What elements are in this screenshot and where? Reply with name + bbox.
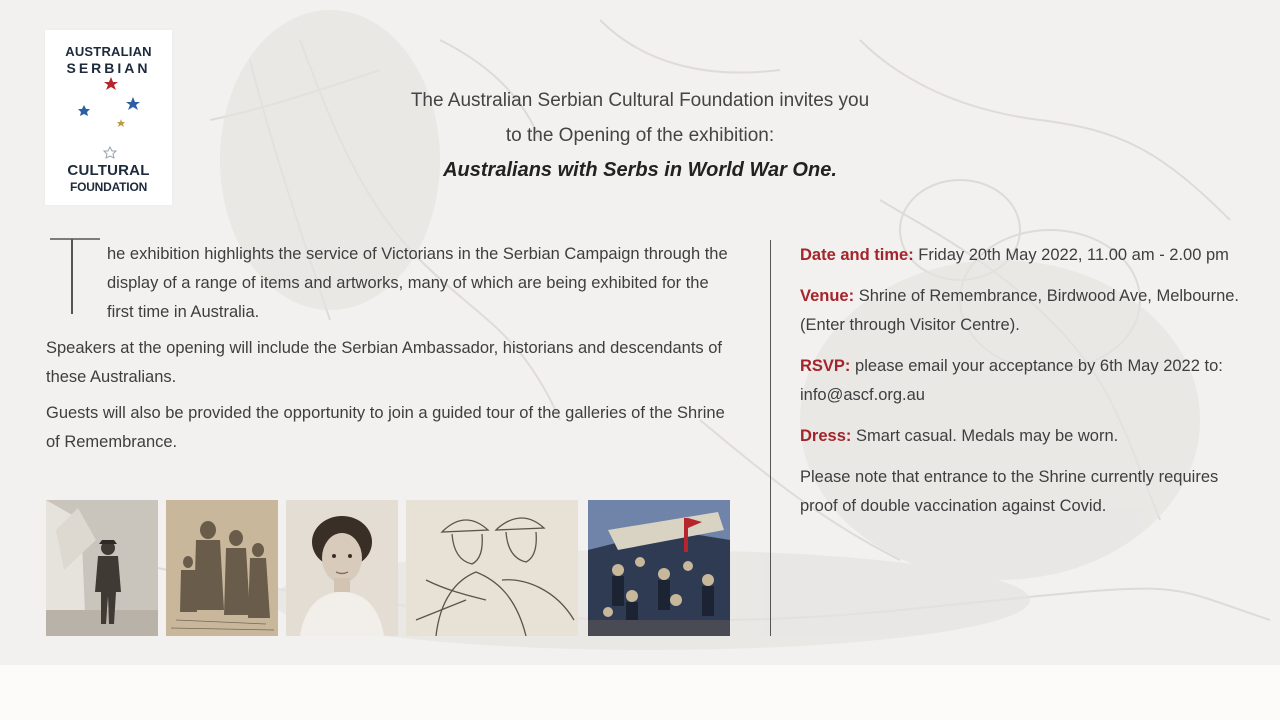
bottom-band	[0, 665, 1280, 720]
invite-line-1: The Australian Serbian Cultural Foundation invites you	[410, 90, 870, 111]
description-paragraph-2: Speakers at the opening will include the Serbian Ambassador, historians and descendants of these Australians.	[46, 339, 723, 386]
exhibition-description	[46, 240, 736, 464]
description-paragraph-3: Guests will also be provided the opportunity to join a guided tour of the galleries of the Shrine of Remembrance.	[46, 404, 725, 451]
rsvp-row	[800, 352, 1240, 410]
rsvp-value[interactable]: please email your acceptance by 6th May 2022 to: info@ascf.org.au	[800, 357, 1223, 404]
date-time-label: Date and time:	[800, 246, 914, 264]
column-divider	[770, 240, 771, 636]
invitation-header	[340, 83, 940, 187]
venue-value: Shrine of Remembrance, Birdwood Ave, Melbourne. (Enter through Visitor Centre).	[800, 287, 1240, 334]
logo-text-foundation: FOUNDATION	[69, 180, 148, 194]
soldier-portrait-photo	[46, 500, 158, 636]
logo-text-australian: AUSTRALIAN	[65, 44, 152, 59]
dress-value: Smart casual. Medals may be worn.	[855, 427, 1119, 445]
description-paragraph-1: he exhibition highlights the service of Victorians in the Serbian Campaign through the display of a range of items and artworks, many of which are being exhibited for the first time in Australia.	[107, 245, 728, 321]
logo-text-cultural: CULTURAL	[67, 162, 150, 179]
venue-label: Venue:	[800, 287, 855, 305]
rsvp-label: RSVP:	[800, 357, 851, 375]
dress-row	[800, 422, 1240, 451]
exhibition-title: Australians with Serbs in World War One.	[443, 159, 837, 181]
invite-line-2: to the Opening of the exhibition:	[505, 125, 775, 146]
woman-portrait-photo	[286, 500, 398, 636]
logo-text-serbian: SERBIAN	[66, 60, 151, 76]
venue-row	[800, 282, 1240, 340]
battle-scene-painting	[588, 500, 730, 636]
event-details	[800, 241, 1240, 533]
date-time-row	[800, 241, 1240, 270]
vaccination-note: Please note that entrance to the Shrine currently requires proof of double vaccination against Covid.	[800, 468, 1219, 515]
foundation-logo	[45, 30, 172, 205]
dropcap-letter-t	[46, 236, 104, 316]
date-time-value: Friday 20th May 2022, 11.00 am - 2.00 pm	[918, 246, 1229, 264]
dress-label: Dress:	[800, 427, 852, 445]
refugees-sketch	[166, 500, 278, 636]
soldiers-helmets-sketch	[406, 500, 578, 636]
